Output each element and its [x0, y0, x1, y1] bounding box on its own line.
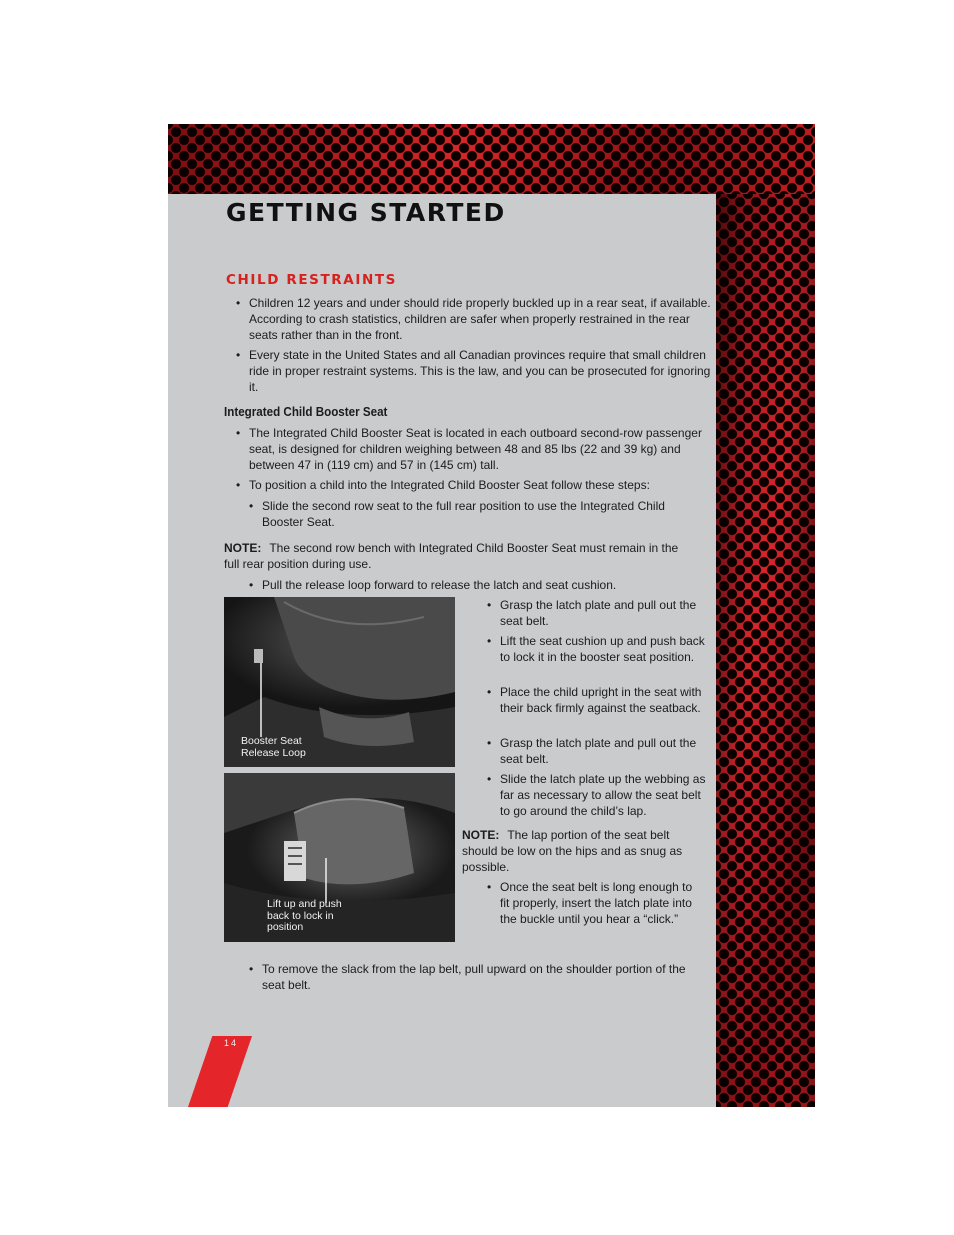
intro-bullet-1: • Children 12 years and under should ride properly buckled up in a rear seat, if available. According to crash statistics, children are safer when properly restrained in the rear seats rather than in the front.	[236, 296, 711, 343]
photo2-caption-line3: position	[267, 921, 304, 933]
section-title: CHILD RESTRAINTS	[226, 272, 397, 288]
booster-release-loop-photo	[224, 597, 455, 767]
note2-label: NOTE:	[462, 828, 500, 842]
photo2-caption-line1: Lift up and push	[267, 898, 342, 910]
note-rear-position	[224, 541, 696, 573]
right-step-3: • Place the child upright in the seat with their back firmly against the seatback.	[487, 685, 713, 717]
step-pull-loop: • Pull the release loop forward to release the latch and seat cushion.	[249, 578, 722, 594]
manual-page	[168, 124, 815, 1107]
photo2-caption-line2: back to lock in	[267, 909, 334, 922]
note-label: NOTE:	[224, 541, 262, 555]
perforated-header-band	[168, 124, 815, 194]
lift-cushion-photo	[224, 773, 455, 942]
right-step-2: • Lift the seat cushion up and push back to lock it in the booster seat position.	[487, 634, 713, 666]
note2-text: The lap portion of the seat belt should be low on the hips and as snug as possible.	[462, 828, 683, 874]
step-remove-slack: • To remove the slack from the lap belt, pull upward on the shoulder portion of the seat belt.	[249, 962, 709, 994]
right-step-5: • Slide the latch plate up the webbing as far as necessary to allow the seat belt to go around the child’s lap.	[487, 772, 713, 819]
page-title: GETTING STARTED	[226, 198, 506, 227]
right-step-4: • Grasp the latch plate and pull out the seat belt.	[487, 736, 713, 768]
side-band-shading	[716, 194, 815, 1107]
note-text: The second row bench with Integrated Child Booster Seat must remain in the full rear position during use.	[224, 541, 679, 571]
photo1-caption-line2: Release Loop	[241, 746, 306, 759]
step-slide-seat: • Slide the second row seat to the full rear position to use the Integrated Child Booster Seat.	[249, 499, 698, 531]
right-step-1: • Grasp the latch plate and pull out the seat belt.	[487, 598, 713, 630]
page-number: 14	[224, 1038, 239, 1048]
booster-bullet-1: • The Integrated Child Booster Seat is located in each outboard second-row passenger seat, is designed for children weighing between 48 and 85 lbs (22 and 39 kg) and between 47 in (119 cm) and 57 in (145 cm) tall.	[236, 426, 711, 473]
step-buckle: • Once the seat belt is long enough to fit properly, insert the latch plate into the buckle until you hear a “click.”	[487, 880, 700, 927]
photo1-caption-line1: Booster Seat	[241, 735, 302, 747]
subsection-title: Integrated Child Booster Seat	[224, 405, 388, 419]
note-lap-belt	[462, 828, 696, 875]
page-corner-tab	[188, 1036, 252, 1107]
booster-bullet-2: • To position a child into the Integrated Child Booster Seat follow these steps:	[236, 478, 711, 494]
intro-bullet-2: • Every state in the United States and all Canadian provinces require that small children ride in proper restraint systems. This is the law, and you can be prosecuted for ignoring it.	[236, 348, 711, 395]
